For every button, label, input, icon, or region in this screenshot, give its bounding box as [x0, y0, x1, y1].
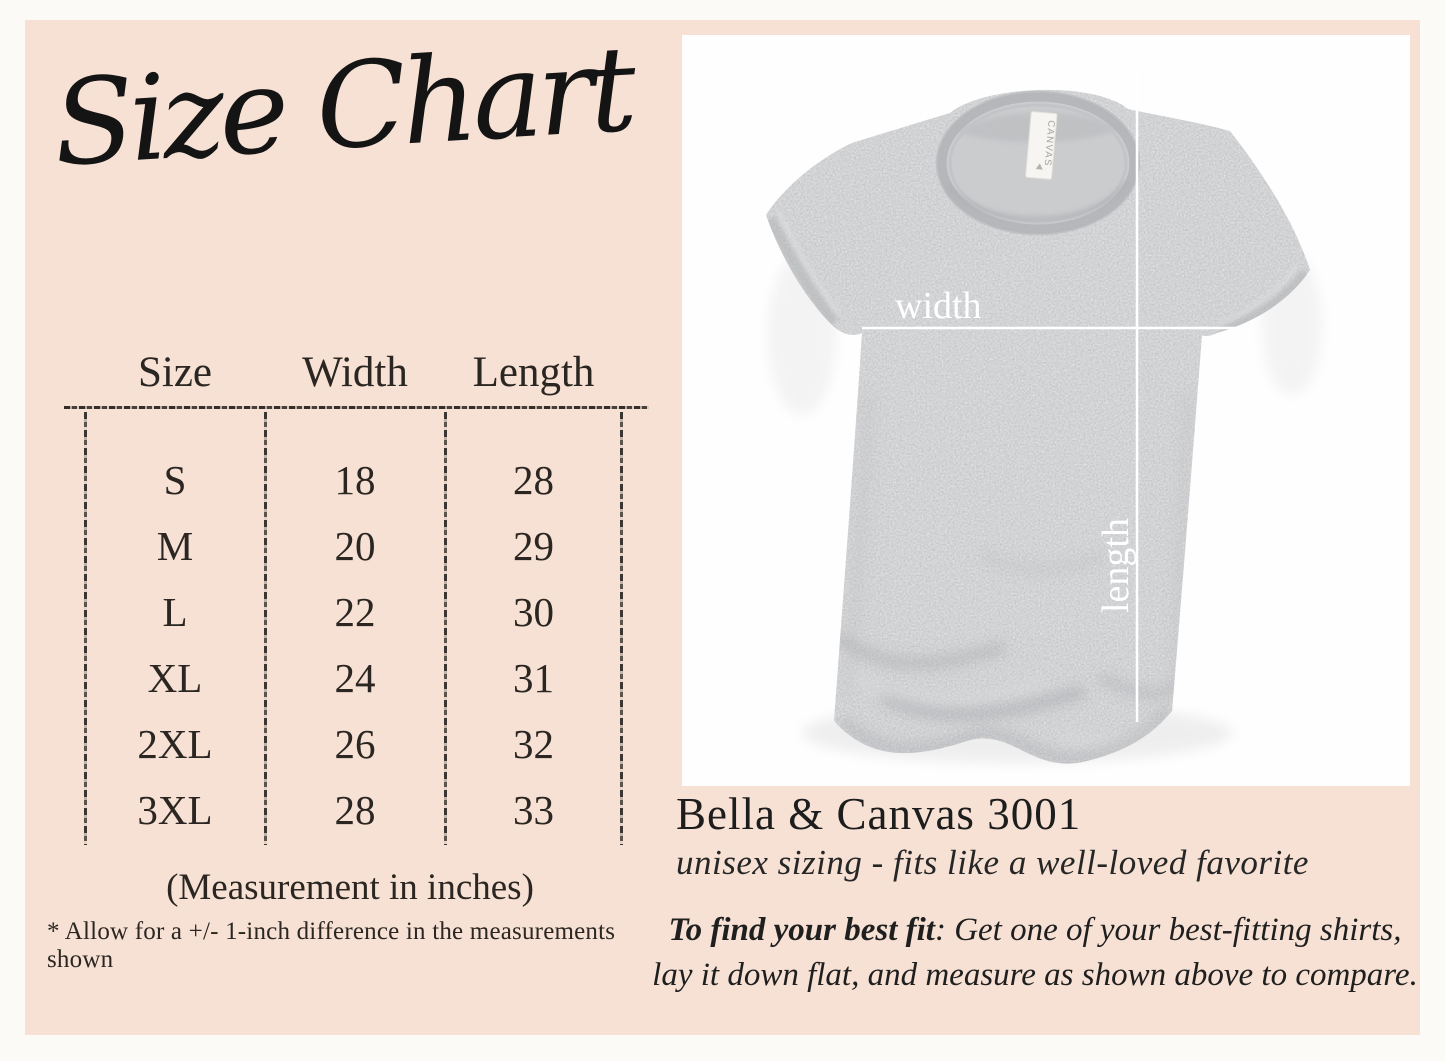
fit-tip-lead: To find your best fit: [668, 912, 935, 948]
column-header-size: Size: [137, 348, 213, 396]
fit-tip-line2: lay it down flat, and measure as shown above to compare.: [652, 957, 1418, 993]
width-cell: 18: [334, 457, 376, 503]
table-header-row: [65, 342, 622, 402]
table-row: [65, 579, 622, 645]
product-tagline: unisex sizing - fits like a well-loved favorite: [676, 843, 1309, 882]
tolerance-note: * Allow for a +/- 1-inch difference in the measurements shown: [47, 918, 616, 973]
width-cell: 24: [334, 655, 376, 701]
fit-tip: [652, 908, 1418, 998]
table-row: [65, 777, 622, 843]
length-cell: 28: [513, 457, 554, 503]
table-row: [65, 447, 622, 513]
product-name: Bella & Canvas 3001: [676, 789, 1082, 839]
width-cell: 20: [334, 523, 376, 569]
table-row: [65, 645, 622, 711]
length-cell: 30: [513, 589, 554, 635]
size-cell: S: [163, 457, 187, 503]
page-title: Size Chart: [49, 19, 636, 193]
width-cell: 28: [334, 787, 376, 833]
size-cell: XL: [147, 655, 203, 701]
column-header-length: Length: [472, 348, 595, 396]
width-label: width: [895, 285, 982, 327]
fit-tip-line1: [652, 908, 1418, 953]
column-header-width: Width: [302, 348, 408, 396]
neck-tag-label: CANVAS: [1041, 119, 1057, 168]
size-cell: 3XL: [137, 787, 213, 833]
size-table: [65, 447, 622, 843]
units-note: (Measurement in inches): [166, 867, 534, 908]
width-cell: 26: [334, 721, 376, 767]
length-label: length: [1095, 518, 1137, 613]
width-cell: 22: [334, 589, 376, 635]
size-cell: L: [162, 589, 188, 635]
size-cell: M: [156, 523, 194, 569]
neck-tag: [1026, 111, 1058, 179]
table-row: [65, 711, 622, 777]
fit-tip-rest: : Get one of your best-fitting shirts,: [934, 912, 1402, 948]
length-cell: 32: [513, 721, 554, 767]
table-header-rule: [64, 406, 649, 409]
table-row: [65, 513, 622, 579]
length-cell: 29: [513, 523, 554, 569]
length-cell: 31: [513, 655, 554, 701]
product-photo: [682, 35, 1410, 786]
size-cell: 2XL: [137, 721, 213, 767]
length-cell: 33: [513, 787, 554, 833]
tshirt-illustration: [682, 35, 1410, 786]
